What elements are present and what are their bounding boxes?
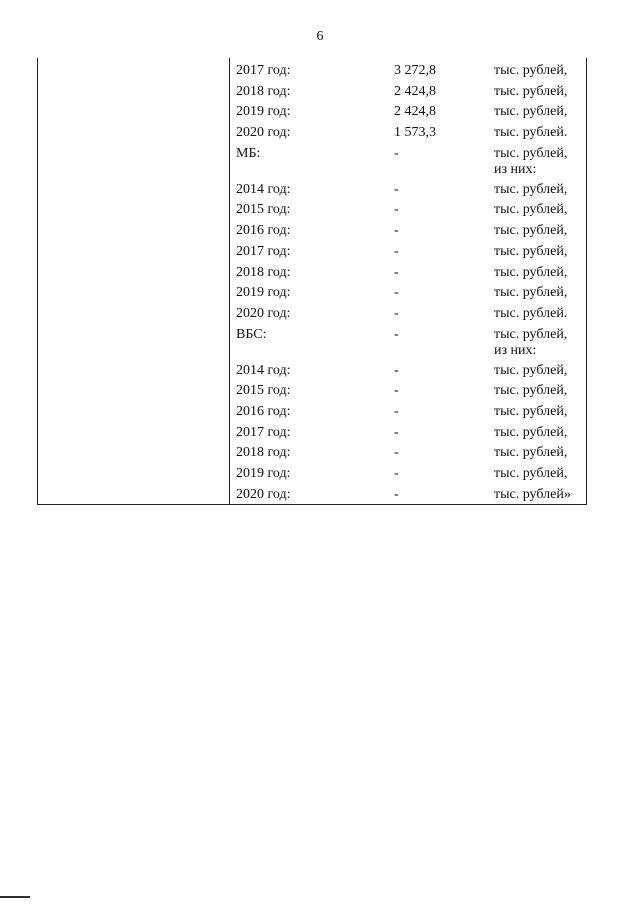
row-value: - xyxy=(394,145,399,161)
row-value: - xyxy=(394,305,399,321)
row-label: 2014 год: xyxy=(236,362,291,378)
unit-text: тыс. рублей, xyxy=(494,181,568,197)
row-unit xyxy=(494,402,567,420)
unit-text: тыс. рублей, xyxy=(494,145,568,161)
table-row xyxy=(236,304,586,325)
row-label: 2018 год: xyxy=(236,445,291,461)
table-row xyxy=(236,200,586,221)
page-number: 6 xyxy=(316,29,324,44)
table-row xyxy=(236,180,586,201)
row-label: 2018 год: xyxy=(236,83,291,99)
row-unit xyxy=(494,102,567,120)
unit-text: тыс. рублей, xyxy=(494,403,568,419)
unit-text: тыс. рублей, xyxy=(494,202,568,218)
row-label: 2017 год: xyxy=(236,63,291,78)
unit-subtext: из них: xyxy=(494,161,537,177)
row-label: 2014 год: xyxy=(236,181,291,197)
row-value: 2 424,8 xyxy=(394,104,436,120)
row-unit xyxy=(494,123,567,141)
table-row xyxy=(236,221,586,242)
row-value: - xyxy=(394,383,399,399)
funding-table xyxy=(37,58,587,505)
row-unit xyxy=(494,221,567,239)
row-label: 2016 год: xyxy=(236,403,291,419)
row-value: - xyxy=(394,202,399,218)
row-unit xyxy=(494,304,567,322)
table-row xyxy=(236,102,586,123)
row-value: - xyxy=(394,486,399,502)
row-label: 2017 год: xyxy=(236,424,291,440)
row-value: - xyxy=(394,362,399,378)
table-row xyxy=(236,61,586,82)
table-row xyxy=(236,485,586,506)
unit-text: тыс. рублей, xyxy=(494,264,568,280)
row-value: - xyxy=(394,403,399,419)
row-value: - xyxy=(394,424,399,440)
row-unit xyxy=(494,263,567,281)
table-row xyxy=(236,402,586,423)
row-label: ВБС: xyxy=(236,326,267,342)
unit-text: тыс. рублей, xyxy=(494,424,568,440)
row-label: 2020 год: xyxy=(236,125,291,141)
row-value: - xyxy=(394,466,399,481)
row-unit xyxy=(494,325,567,359)
row-unit xyxy=(494,144,567,178)
unit-subtext: из них: xyxy=(494,342,537,358)
row-label: 2015 год: xyxy=(236,383,291,399)
page-edge-mark xyxy=(0,896,30,898)
unit-text: тыс. рублей, xyxy=(494,326,568,342)
row-label: 2019 год: xyxy=(236,466,291,481)
unit-text: тыс. рублей, xyxy=(494,362,568,378)
row-value: 3 272,8 xyxy=(394,63,436,78)
row-value: - xyxy=(394,285,399,301)
row-unit xyxy=(494,381,567,399)
table-row xyxy=(236,361,586,382)
row-value: - xyxy=(394,264,399,280)
funding-rows xyxy=(236,61,586,505)
unit-text: тыс. рублей, xyxy=(494,466,568,481)
row-unit xyxy=(494,283,567,301)
row-value: - xyxy=(394,445,399,461)
table-row xyxy=(236,263,586,284)
table-row xyxy=(236,464,586,485)
row-label: 2018 год: xyxy=(236,264,291,280)
unit-text: тыс. рублей, xyxy=(494,63,568,78)
row-unit xyxy=(494,82,567,100)
table-row xyxy=(236,242,586,263)
row-unit xyxy=(494,61,567,79)
unit-text: тыс. рублей, xyxy=(494,104,568,120)
row-value: 1 573,3 xyxy=(394,125,436,141)
table-row xyxy=(236,325,586,361)
row-value: 2 424,8 xyxy=(394,83,436,99)
row-unit xyxy=(494,242,567,260)
row-label: 2020 год: xyxy=(236,486,291,502)
table-row xyxy=(236,423,586,444)
table-row xyxy=(236,82,586,103)
unit-text: тыс. рублей, xyxy=(494,223,568,239)
row-label: 2017 год: xyxy=(236,243,291,259)
unit-text: тыс. рублей, xyxy=(494,445,568,461)
row-value: - xyxy=(394,243,399,259)
table-row xyxy=(236,381,586,402)
table-row xyxy=(236,144,586,180)
row-unit xyxy=(494,180,567,198)
row-label: 2015 год: xyxy=(236,202,291,218)
row-value: - xyxy=(394,223,399,239)
row-unit xyxy=(494,485,571,503)
column-divider xyxy=(229,58,230,504)
row-label: 2019 год: xyxy=(236,104,291,120)
unit-text: тыс. рублей, xyxy=(494,83,568,99)
row-label: 2020 год: xyxy=(236,305,291,321)
unit-text: тыс. рублей, xyxy=(494,383,568,399)
row-unit xyxy=(494,423,567,441)
table-row xyxy=(236,283,586,304)
table-row xyxy=(236,443,586,464)
row-value: - xyxy=(394,326,399,342)
unit-text: тыс. рублей. xyxy=(494,125,568,141)
row-unit xyxy=(494,443,567,461)
unit-text: тыс. рублей, xyxy=(494,243,568,259)
table-row xyxy=(236,123,586,144)
unit-text: тыс. рублей, xyxy=(494,285,568,301)
row-unit xyxy=(494,464,567,482)
row-label: 2019 год: xyxy=(236,285,291,301)
row-label: 2016 год: xyxy=(236,223,291,239)
row-unit xyxy=(494,200,567,218)
unit-text: тыс. рублей» xyxy=(494,486,571,502)
row-value: - xyxy=(394,181,399,197)
row-label: МБ: xyxy=(236,145,261,161)
row-unit xyxy=(494,361,567,379)
unit-text: тыс. рублей. xyxy=(494,305,568,321)
